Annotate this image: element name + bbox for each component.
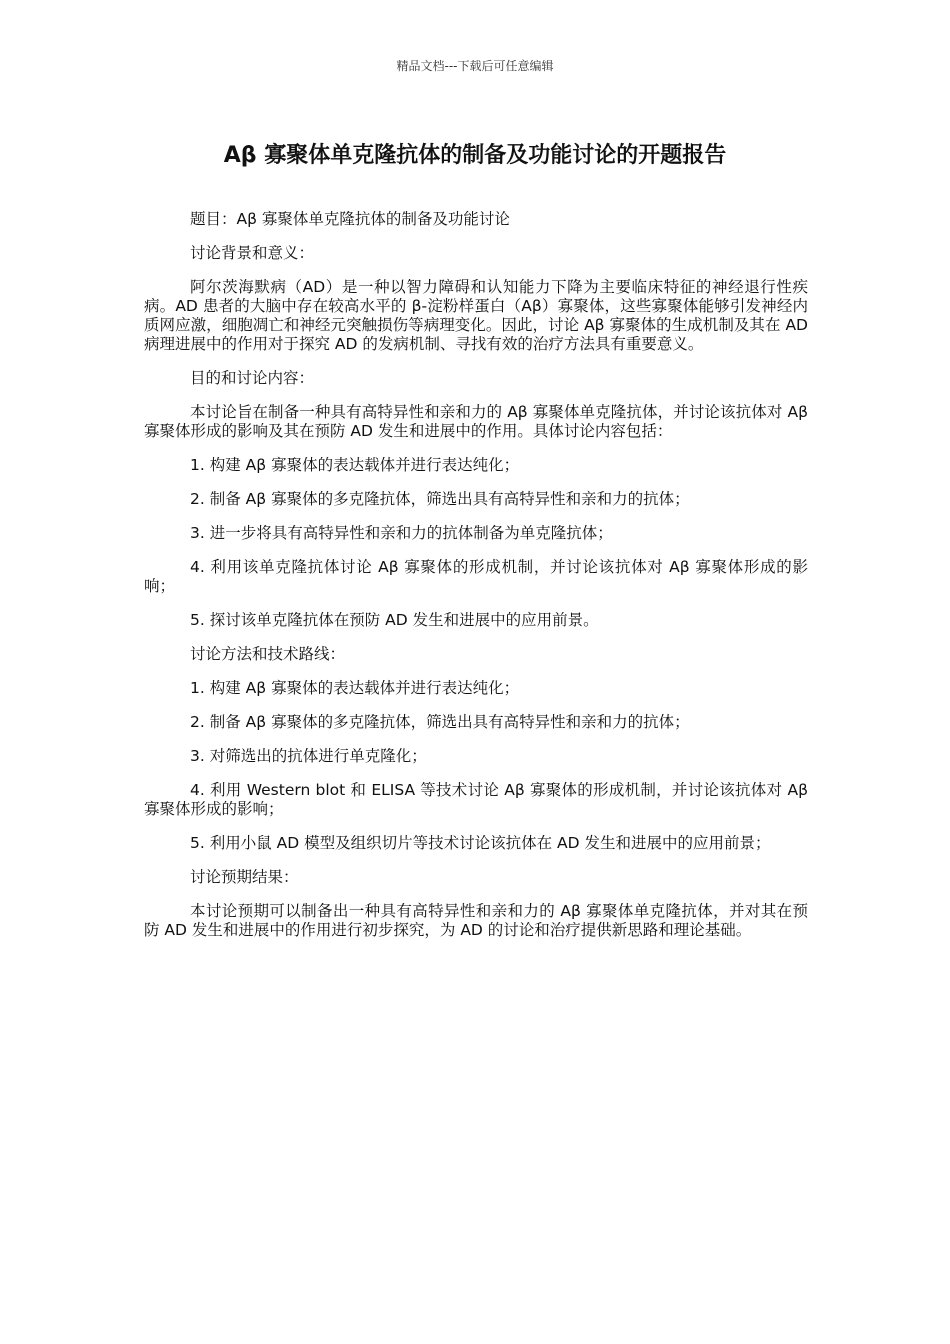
section-heading-methods: 讨论方法和技术路线： <box>190 645 346 663</box>
content-item-3: 3. 进一步将具有高特异性和亲和力的抗体制备为单克隆抗体； <box>190 524 613 542</box>
content-item-2: 2. 制备 Aβ 寡聚体的多克隆抗体，筛选出具有高特异性和亲和力的抗体； <box>190 490 690 508</box>
method-item-2: 2. 制备 Aβ 寡聚体的多克隆抗体，筛选出具有高特异性和亲和力的抗体； <box>190 713 690 731</box>
method-item-4: 4. 利用 Western blot 和 ELISA 等技术讨论 Aβ 寡聚体的形成机制，并讨论该抗体对 Aβ 寡聚体形成的影响； <box>144 781 808 818</box>
method-item-3: 3. 对筛选出的抗体进行单克隆化； <box>190 747 427 765</box>
method-item-1: 1. 构建 Aβ 寡聚体的表达载体并进行表达纯化； <box>190 679 520 697</box>
background-paragraph: 阿尔茨海默病（AD）是一种以智力障碍和认知能力下降为主要临床特征的神经退行性疾病。AD 患者的大脑中存在较高水平的 β-淀粉样蛋白（Aβ）寡聚体，这些寡聚体能够引发神经内质网应激，细胞凋亡和神经元突触损伤等病理变化。因此，讨论 Aβ 寡聚体的生成机制及其在 AD 病理进展中的作用对于探究 AD 的发病机制、寻找有效的治疗方法具有重要意义。 <box>144 278 808 353</box>
content-item-5: 5. 探讨该单克隆抗体在预防 AD 发生和进展中的应用前景。 <box>190 611 599 629</box>
document-body <box>144 210 808 955</box>
document-title: Aβ 寡聚体单克隆抗体的制备及功能讨论的开题报告 <box>223 143 727 168</box>
topic-line: 题目：Aβ 寡聚体单克隆抗体的制备及功能讨论 <box>190 210 510 228</box>
section-heading-expected-results: 讨论预期结果： <box>190 868 299 886</box>
content-item-4: 4. 利用该单克隆抗体讨论 Aβ 寡聚体的形成机制，并讨论该抗体对 Aβ 寡聚体形成的影响； <box>144 558 808 595</box>
method-item-5: 5. 利用小鼠 AD 模型及组织切片等技术讨论该抗体在 AD 发生和进展中的应用前景； <box>190 834 771 852</box>
section-heading-background: 讨论背景和意义： <box>190 244 315 262</box>
header-note: 精品文档---下载后可任意编辑 <box>396 59 554 73</box>
section-heading-objectives: 目的和讨论内容： <box>190 369 315 387</box>
content-item-1: 1. 构建 Aβ 寡聚体的表达载体并进行表达纯化； <box>190 456 520 474</box>
objectives-paragraph: 本讨论旨在制备一种具有高特异性和亲和力的 Aβ 寡聚体单克隆抗体，并讨论该抗体对 Aβ 寡聚体形成的影响及其在预防 AD 发生和进展中的作用。具体讨论内容包括： <box>144 403 808 440</box>
expected-results-paragraph: 本讨论预期可以制备出一种具有高特异性和亲和力的 Aβ 寡聚体单克隆抗体，并对其在预防 AD 发生和进展中的作用进行初步探究，为 AD 的讨论和治疗提供新思路和理论基础。 <box>144 902 808 939</box>
